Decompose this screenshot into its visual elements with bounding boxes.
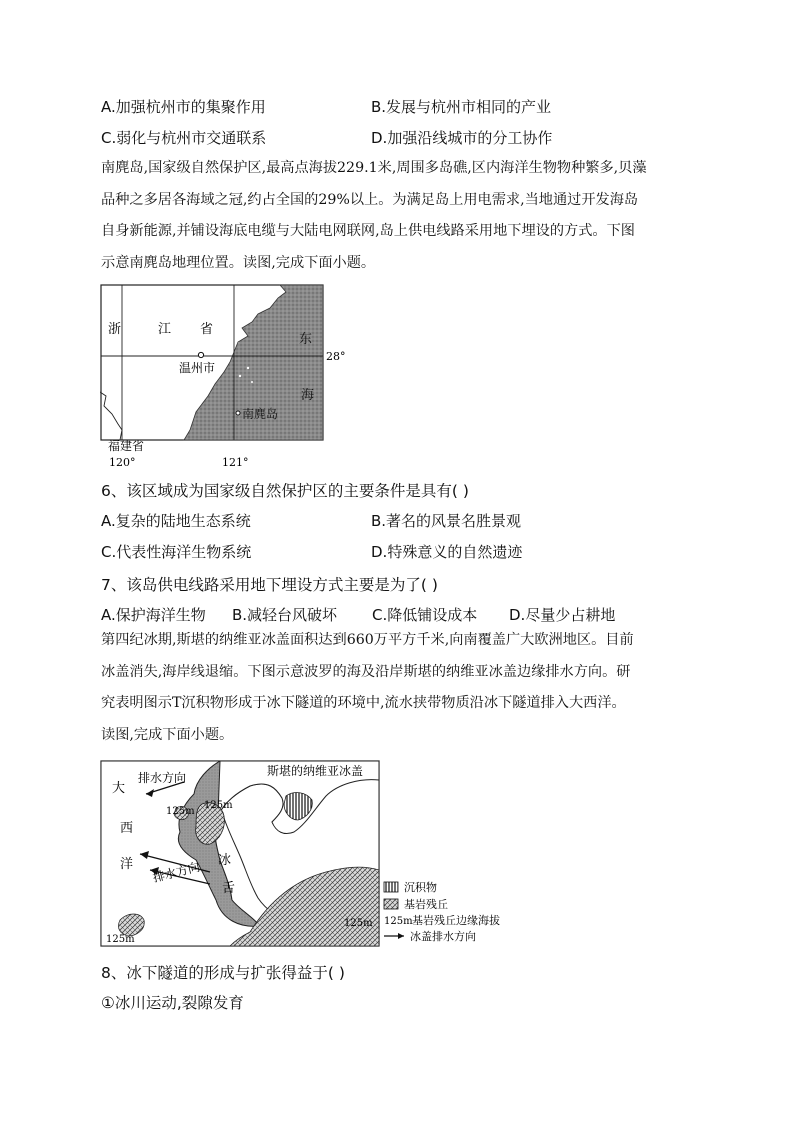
q7-option-c: C.降低铺设成本 — [372, 606, 478, 624]
label-xi: 西 — [120, 821, 134, 836]
q7-option-d: D.尽量少占耕地 — [509, 606, 616, 624]
q6-option-d: D.特殊意义的自然遗迹 — [371, 543, 523, 561]
label-elev-125: 125m — [166, 806, 195, 817]
label-sheng: 省 — [200, 322, 214, 337]
nanji-marker — [236, 411, 240, 415]
label-zhe: 浙 — [108, 322, 122, 337]
q5-option-d: D.加强沿线城市的分工协作 — [371, 129, 553, 147]
map-icesheet-drainage — [100, 760, 512, 950]
map-nanji-location — [100, 284, 350, 470]
label-she: 舌 — [222, 881, 236, 896]
q5-option-c: C.弱化与杭州市交通联系 — [101, 129, 267, 147]
q6-stem: 6、该区域成为国家级自然保护区的主要条件是具有( ) — [101, 482, 469, 500]
label-bing: 冰 — [218, 853, 232, 868]
legend-sediment-swatch — [384, 882, 398, 892]
q8-item-1: ①冰川运动,裂隙发育 — [101, 994, 244, 1012]
islet — [251, 381, 253, 383]
q6-option-b: B.著名的风景名胜景观 — [371, 512, 522, 530]
islet — [239, 375, 241, 377]
passage-line: 品种之多居各海域之冠,约占全国的29%以上。为满足岛上用电需求,当地通过开发海岛 — [101, 191, 639, 208]
map2-legend — [384, 880, 500, 943]
passage-line: 南麂岛,国家级自然保护区,最高点海拔229.1米,周围多岛礁,区内海洋生物物种繁多,贝藻 — [101, 160, 647, 176]
q8-stem: 8、冰下隧道的形成与扩张得益于( ) — [101, 964, 345, 982]
label-lat-28: 28° — [326, 350, 346, 363]
islet — [247, 367, 249, 369]
wenzhou-marker — [198, 352, 203, 357]
legend-bedrock-swatch — [384, 899, 398, 909]
label-da: 大 — [112, 781, 126, 796]
passage-line: 示意南麂岛地理位置。读图,完成下面小题。 — [101, 254, 376, 271]
q7-option-b: B.减轻台风破坏 — [232, 606, 338, 624]
q5-option-a: A.加强杭州市的集聚作用 — [101, 98, 266, 116]
passage-line: 自身新能源,并铺设海底电缆与大陆电网联网,岛上供电线路采用地下埋设的方式。下图 — [101, 223, 635, 239]
label-elev-125: 125m — [106, 934, 135, 945]
legend-arrow-head — [398, 933, 404, 939]
legend-bedrock: 基岩残丘 — [404, 898, 448, 911]
q6-option-c: C.代表性海洋生物系统 — [101, 543, 252, 561]
passage-line: 读图,完成下面小题。 — [101, 726, 234, 743]
legend-drain: 冰盖排水方向 — [410, 930, 476, 943]
legend-elev: 基岩残丘边缘海拔 — [412, 914, 500, 927]
q7-stem: 7、该岛供电线路采用地下埋设方式主要是为了( ) — [101, 576, 438, 594]
legend-elev-code: 125m — [384, 916, 413, 927]
passage-nanji — [101, 153, 701, 279]
label-lon-121: 121° — [222, 456, 249, 469]
q6-option-a: A.复杂的陆地生态系统 — [101, 512, 251, 530]
q5-option-b: B.发展与杭州市相同的产业 — [371, 98, 552, 116]
passage-line: 第四纪冰期,斯堪的纳维亚冰盖面积达到660万平方千米,向南覆盖广大欧洲地区。目前 — [101, 632, 634, 648]
label-drain-1: 排水方向 — [138, 771, 187, 785]
passage-line: 冰盖消失,海岸线退缩。下图示意波罗的海及沿岸斯堪的纳维亚冰盖边缘排水方向。研 — [101, 663, 631, 680]
label-drain-2: 排水方向 — [151, 859, 202, 885]
label-lon-120: 120° — [109, 456, 136, 469]
label-yang: 洋 — [120, 857, 134, 872]
label-jiang: 江 — [158, 322, 172, 337]
passage-icesheet — [101, 625, 701, 751]
label-nanji: 南麂岛 — [242, 407, 279, 421]
q7-option-a: A.保护海洋生物 — [101, 606, 206, 624]
label-dong: 东 — [299, 332, 313, 347]
label-fujian: 福建省 — [108, 439, 145, 453]
label-elev-125: 125m — [204, 800, 233, 811]
passage-line: 究表明图示T沉积物形成于冰下隧道的环境中,流水挟带物质沿冰下隧道排入大西洋。 — [101, 695, 626, 711]
label-wenzhou: 温州市 — [179, 361, 216, 375]
label-hai: 海 — [301, 388, 315, 403]
label-elev-125: 125m — [344, 918, 373, 929]
label-icesheet: 斯堪的纳维亚冰盖 — [267, 764, 364, 778]
legend-sediment: 沉积物 — [404, 881, 437, 894]
